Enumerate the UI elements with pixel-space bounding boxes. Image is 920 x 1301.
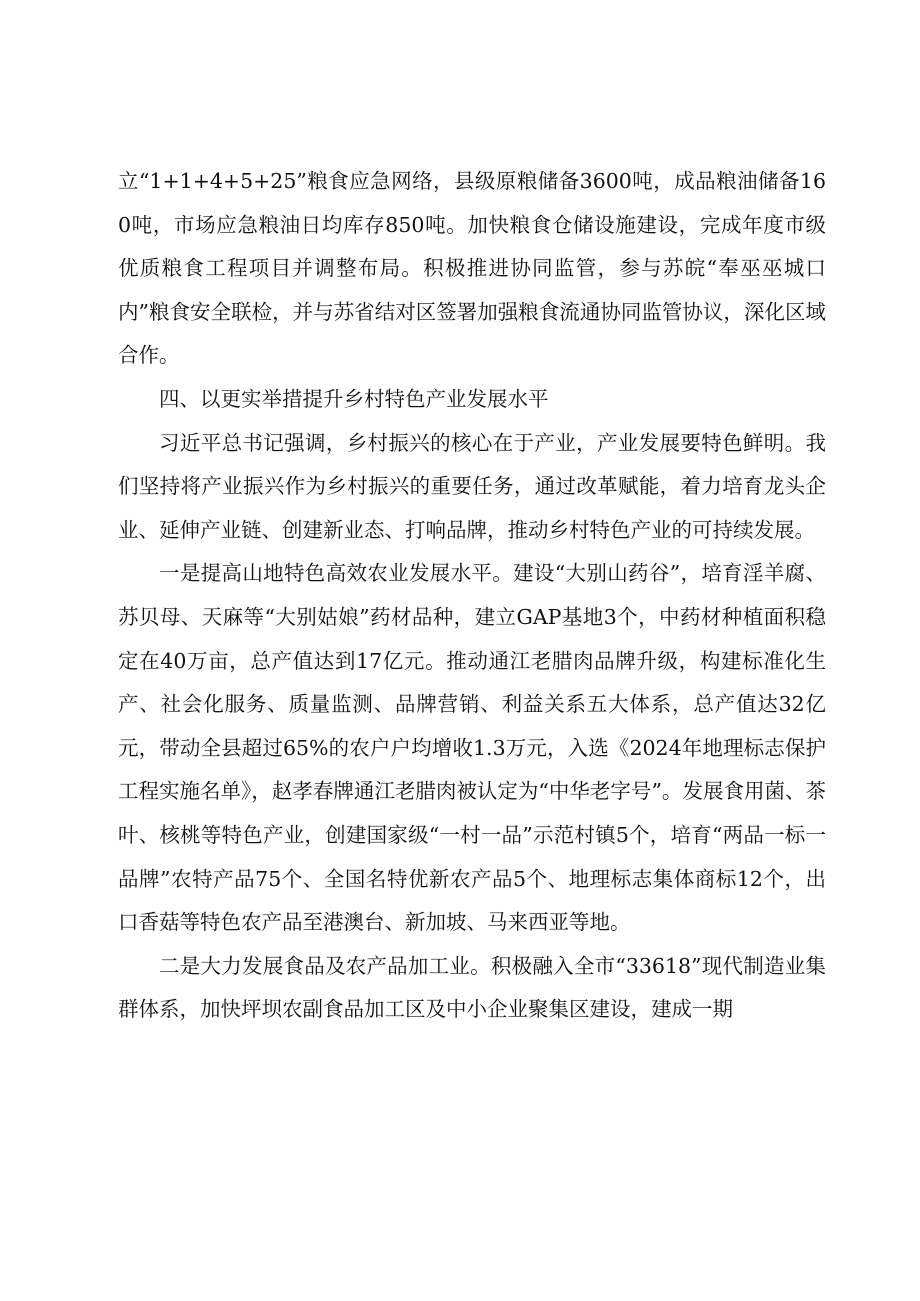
section-heading-four: 四、以更实举措提升乡村特色产业发展水平 — [159, 386, 549, 411]
document-body — [118, 160, 826, 1032]
paragraph-food-processing: 二是大力发展食品及农产品加工业。积极融入全市“33618”现代制造业集群体系，加快坪坝农副食品加工区及中小企业聚集区建设，建成一期 — [118, 953, 826, 1022]
paragraph-industry-intro: 习近平总书记强调，乡村振兴的核心在于产业，产业发展要特色鲜明。我们坚持将产业振兴作为乡村振兴的重要任务，通过改革赋能，着力培育龙头企业、延伸产业链、创建新业态、打响品牌，推动乡村特色产业的可持续发展。 — [118, 430, 826, 542]
paragraph-mountain-agriculture: 一是提高山地特色高效农业发展水平。建设“大别山药谷”，培育淫羊腐、苏贝母、天麻等“大别姑娘”药材品种，建立GAP基地3个，中药材种植面积稳定在40万亩，总产值达到17亿元。推动通江老腊肉品牌升级，构建标准化生产、社会化服务、质量监测、品牌营销、利益关系五大体系，总产值达32亿元，带动全县超过65%的农户户均增收1.3万元，入选《2024年地理标志保护工程实施名单》，赵孝春牌通江老腊肉被认定为“中华老字号”。发展食用菌、茶叶、核桃等特色产业，创建国家级“一村一品”示范村镇5个，培育“两品一标一品牌”农特产品75个、全国名特优新农产品5个、地理标志集体商标12个，出口香菇等特色农产品至港澳台、新加坡、马来西亚等地。 — [118, 561, 826, 935]
paragraph-grain-emergency: 立“1+1+4+5+25”粮食应急网络，县级原粮储备3600吨，成品粮油储备160吨，市场应急粮油日均库存850吨。加快粮食仓储设施建设，完成年度市级优质粮食工程项目并调整布局。积极推进协同监管，参与苏皖“奉巫巫城口内”粮食安全联检，并与苏省结对区签署加强粮食流通协同监管协议，深化区域合作。 — [118, 169, 826, 368]
